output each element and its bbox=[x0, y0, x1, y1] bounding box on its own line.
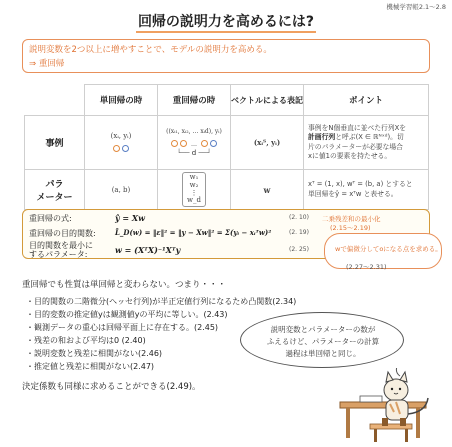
speech-bubble bbox=[240, 312, 404, 368]
circle-icon bbox=[180, 140, 187, 147]
side-note-2: wで偏微分してoになる点を求める。 bbox=[335, 245, 442, 253]
circle-icon bbox=[122, 145, 129, 152]
row-label-param-1: パラ bbox=[45, 179, 64, 190]
example-point-line-2 bbox=[308, 133, 424, 142]
example-multi-circles: … bbox=[158, 139, 230, 148]
bubble-line-2: ふえるけど、パラメーターの計算 bbox=[266, 337, 380, 346]
table-header-point: ポイント bbox=[304, 85, 429, 116]
formula-math-1: ŷ = Xw bbox=[115, 213, 146, 223]
formula-label-3b: するパラメータ: bbox=[29, 250, 88, 259]
comparison-table bbox=[24, 84, 429, 210]
example-point-cell bbox=[304, 116, 429, 170]
intro-line-2: ⇒ 重回帰 bbox=[29, 59, 65, 69]
circle-icon bbox=[210, 140, 217, 147]
bullet-6: ・推定値と残差に相関がない(2.47) bbox=[26, 362, 155, 371]
title-underline bbox=[136, 31, 316, 33]
param-multi-dots: ⋮ bbox=[190, 188, 198, 197]
param-multi-w1: w₁ bbox=[189, 173, 199, 182]
formula-label-2: 重回帰の目的関数: bbox=[29, 229, 96, 238]
corner-reference: 機械学習帳2.1〜2.8 bbox=[386, 3, 446, 11]
table-header-single: 単回帰の時 bbox=[85, 85, 158, 116]
example-single-circles bbox=[85, 144, 157, 153]
example-point-line-1: 事例をN個垂直に並べた行列Xを bbox=[308, 124, 407, 133]
circle-icon bbox=[113, 145, 120, 152]
param-vector-notation: w bbox=[231, 170, 304, 210]
table-header-row bbox=[25, 85, 429, 116]
table-header-vector: ベクトルによる表記 bbox=[231, 85, 304, 116]
example-point-line-4: xに値1の要素を持たせる。 bbox=[308, 151, 392, 160]
row-label-param-2: メーター bbox=[36, 192, 73, 203]
param-single-notation: (a, b) bbox=[85, 170, 158, 210]
example-point-line-2-rest: と呼ぶ(X ∈ ℝᴺˣᵈ)。切 bbox=[335, 133, 404, 142]
formula-ref-3: (2. 25) bbox=[289, 246, 309, 253]
formula-ref-1: (2. 10) bbox=[289, 214, 309, 221]
closing-text: 決定係数も同様に求めることができる(2.49)。 bbox=[22, 382, 201, 392]
bubble-line-3: 過程は単回帰と同じ。 bbox=[285, 349, 361, 358]
param-multi-vector bbox=[182, 172, 206, 207]
param-multi-w2: w₂ bbox=[189, 180, 199, 189]
example-multi-dim: d bbox=[191, 149, 197, 157]
example-vector-cell bbox=[231, 116, 304, 170]
side-note-2-ref: (2.27〜2.31) bbox=[346, 263, 387, 271]
circle-icon bbox=[171, 140, 178, 147]
side-note-1-ref: (2.15〜2.19) bbox=[330, 224, 371, 232]
design-matrix-term: 計画行列 bbox=[308, 133, 336, 142]
side-note-1: 二乗残差和の最小化 bbox=[322, 215, 381, 223]
param-multi-cell bbox=[158, 170, 231, 210]
param-point-line-2: 単回帰をŷ = xᵀw と表せる。 bbox=[308, 189, 398, 198]
bullet-3: ・観測データの重心は回帰平面上に存在する。(2.45) bbox=[26, 323, 219, 332]
bubble-line-1: 説明変数とパラメーターの数が bbox=[270, 325, 376, 334]
param-multi-wd: w_d bbox=[187, 196, 201, 205]
example-multi-brace: └── d ──┘ bbox=[176, 149, 212, 157]
formula-math-3: w = (XᵀX)⁻¹Xᵀy bbox=[115, 245, 181, 255]
bullet-2: ・目的変数の推定値yは観測値yの平均に等しい。(2.43) bbox=[26, 310, 228, 319]
formula-label-1: 重回帰の式: bbox=[29, 214, 72, 223]
example-point-line-3: 片のパラメーターが必要な場合 bbox=[308, 142, 403, 151]
formula-math-2: L̂_D(w) = ‖ε‖² = ‖y − Xw‖² = Σ(yᵢ − xᵢᵀw)² bbox=[115, 228, 272, 237]
example-single-notation: (xᵢ, yᵢ) bbox=[110, 132, 132, 140]
intro-line-1: 説明変数を2つ以上に増やすことで、モデルの説明力を高める。 bbox=[29, 45, 272, 55]
page-title: 回帰の説明力を高めるには? bbox=[137, 14, 315, 30]
table-header-empty bbox=[25, 85, 85, 116]
row-label-param bbox=[25, 170, 85, 210]
example-single-cell bbox=[85, 116, 158, 170]
row-label-example: 事例 bbox=[25, 116, 85, 170]
bullet-5: ・説明変数と残差に相関がない(2.46) bbox=[26, 349, 163, 358]
formula-label-3: 目的関数を最小に bbox=[29, 241, 93, 250]
intro-box bbox=[22, 39, 430, 73]
summary-text: 重回帰でも性質は単回帰と変わらない。つまり・・・ bbox=[22, 280, 227, 290]
table-row-example bbox=[25, 116, 429, 170]
formula-ref-2: (2. 19) bbox=[289, 229, 309, 236]
table-row-param bbox=[25, 170, 429, 210]
param-point-cell bbox=[304, 170, 429, 210]
circle-icon bbox=[201, 140, 208, 147]
example-vector-notation: (xᵢᵀ, yᵢ) bbox=[253, 138, 281, 147]
example-multi-notation: ((xᵢ₁, xᵢ₂, … xᵢd), yᵢ) bbox=[166, 128, 222, 135]
bullet-4: ・残差の和および平均は0 (2.40) bbox=[26, 336, 146, 345]
param-point-line-1: xᵀ = (1, x), wᵀ = (b, a) とすると bbox=[308, 180, 413, 189]
table-header-multi: 重回帰の時 bbox=[158, 85, 231, 116]
bullet-1: ・目的関数の二階微分(ヘッセ行列)が半正定値行列になるため凸関数(2.34) bbox=[26, 297, 297, 306]
cat-at-desk-illustration bbox=[330, 368, 442, 444]
example-multi-cell bbox=[158, 116, 231, 170]
